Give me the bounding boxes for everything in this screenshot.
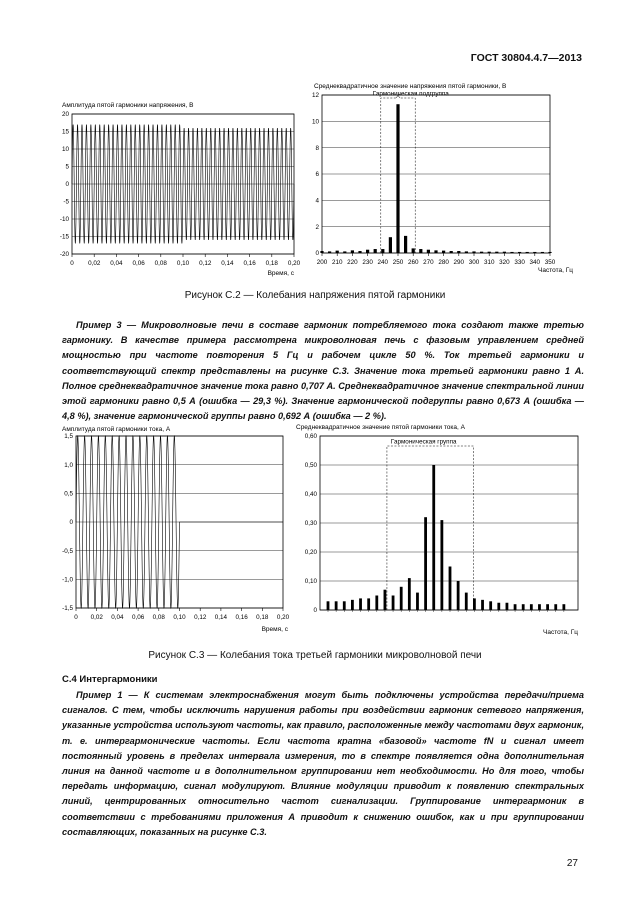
spectrum-bar [400,587,403,610]
spectrum-bar [541,252,544,253]
spectrum-bar [526,252,529,253]
spectrum-bar [389,237,392,253]
y-tick-label: 0 [315,250,319,258]
x-tick-label: 280 [438,259,449,266]
spectrum-bar [404,236,407,253]
spectrum-bar [427,250,430,253]
x-axis-label: Время, с [261,626,288,633]
spectrum-bar [416,593,419,610]
page-number: 27 [566,858,578,869]
spectrum-bar [472,251,475,253]
y-tick-label: 0,10 [304,578,317,586]
y-tick-label: 8 [315,144,319,152]
spectrum-bar [480,252,483,253]
group-label: Гармоническая группа [390,438,457,446]
y-tick-label: 0 [65,181,69,189]
x-tick-label: 0,06 [131,614,145,621]
spectrum-bar [450,251,453,253]
spectrum-bar [481,600,484,610]
spectrum-bar [503,252,506,253]
spectrum-bar [327,601,330,610]
spectrum-bar [328,251,331,253]
spectrum-bar [488,252,491,253]
spectrum-bar [457,251,460,253]
y-tick-label: 0,60 [304,433,317,441]
spectrum-bar [440,520,443,610]
spectrum-bar [358,251,361,253]
x-tick-label: 0,06 [132,260,145,267]
spectrum-bar [449,567,452,611]
x-tick-label: 0,14 [221,260,234,267]
spectrum-bar [381,249,384,253]
y-tick-label: 0 [69,519,73,527]
spectrum-bar [530,604,533,610]
example3-paragraph: Пример 3 — Микроволновые печи в составе гармоник потребляемого тока создают также третью гармонику. В качестве примера рассмотрена микроволновая печь с фазовым управлением средней мощностью при частоте повторения 5 Гц и рабочем цикле 50 %. Ток третьей гармоники и соответствующий спектр представлены на рисунке С.3. Значение тока третьей гармоники равно 1 А. Полное среднеквадратичное значение тока равно 0,707 А. Среднеквадратичное значение спектральной линии этой гармоники равно 0,5 А (ошибка — 29,3 %). Значение гармонической подгруппы равно 0,673 А (ошибка — 4,8 %), значение гармонической группы равно 0,692 А (ошибка — 2 %). [62,320,584,422]
spectrum-bar [419,249,422,253]
x-tick-label: 0,16 [243,260,256,267]
x-tick-label: 270 [423,259,434,266]
x-tick-label: 0,18 [265,260,278,267]
spectrum-bar [351,600,354,610]
spectrum-bar [465,593,468,610]
y-tick-label: 0 [313,607,317,615]
y-tick-label: -1,0 [62,576,73,584]
x-tick-label: 350 [544,259,556,266]
y-tick-label: 20 [61,111,69,119]
x-tick-label: 0,12 [199,260,212,267]
figure-c3-caption: Рисунок С.3 — Колебания тока третьей гармоники микроволновой печи [148,650,482,661]
section-title: С.4 Интергармоники [62,674,158,685]
spectrum-bar [375,596,378,611]
spectrum-bar [457,581,460,610]
section-c4-paragraph: Пример 1 — К системам электроснабжения могут быть подключены устройства передачи/приема сигналов. С тем, чтобы исключить нарушения работы при воздействии гармоник сетевого напряжения, указанные устройства используют частоты, как правило, расположенные между частотами двух гармоник, т. е. интергармонические частоты. Если частота кратна «базовой» частоте fN и сигнал имеет постоянный уровень в пределах интервала измерения, то в спектре появляется одна дополнительная линия на данной частоте и в дополнительном группировании нет необходимости. Но для того, чтобы передать информацию, сигнал модулируют. Влияние модуляции приводит к появлению спектральных линий, центрированных относительно частот сигнализации. Группирование интергармоник в соответствии с требованиями приложения А приводит к снижению ошибок, как и при группировании составляющих, показанных на рисунке С.3. [62,690,584,837]
waveform-line [76,436,283,608]
x-tick-label: 0 [74,614,78,621]
x-tick-label: 300 [468,259,480,266]
voltage-spectrum-chart [300,80,590,280]
x-tick-label: 320 [499,259,510,266]
x-tick-label: 250 [392,259,404,266]
x-axis-label: Время, с [267,270,294,277]
x-tick-label: 310 [483,259,495,266]
x-tick-label: 0,20 [287,260,301,267]
y-tick-label: 10 [61,146,69,154]
chart-title: Амплитуда пятой гармоники напряжения, В [62,102,194,109]
y-tick-label: 5 [65,163,69,171]
spectrum-bar [533,252,536,253]
y-tick-label: 1,5 [64,433,73,441]
spectrum-bar [510,252,513,253]
spectrum-bar [473,598,476,610]
spectrum-bar [384,590,387,610]
spectrum-bar [336,251,339,253]
spectrum-bar [514,604,517,610]
spectrum-bar [424,517,427,610]
x-tick-label: 0,10 [173,614,186,621]
spectrum-bar [392,596,395,611]
x-tick-label: 0,02 [88,260,101,267]
x-tick-label: 0,16 [235,614,248,621]
current-spectrum-chart [290,420,590,638]
x-tick-label: 0,20 [276,614,290,621]
x-tick-label: 340 [529,259,541,266]
x-tick-label: 0,10 [176,260,190,267]
x-tick-label: 0,14 [214,614,228,621]
x-tick-label: 0 [70,260,74,267]
spectrum-bar [518,252,521,253]
x-tick-label: 210 [331,259,343,266]
y-tick-label: -10 [59,216,69,224]
spectrum-bar [497,603,500,610]
chart-title: Амплитуда пятой гармоники тока, А [62,426,171,433]
y-tick-label: -20 [59,251,69,259]
y-tick-label: -1,5 [62,605,73,613]
x-tick-label: 0,12 [194,614,207,621]
voltage-waveform-chart [40,100,305,280]
x-tick-label: 330 [514,259,525,266]
x-tick-label: 0,18 [256,614,269,621]
y-tick-label: 0,20 [304,549,317,557]
x-tick-label: 0,02 [90,614,103,621]
spectrum-bar [546,604,549,610]
y-tick-label: 12 [311,92,319,100]
spectrum-bar [442,251,445,253]
spectrum-bar [374,249,377,253]
group-label: Гармоническая подгруппа [372,90,449,98]
x-tick-label: 290 [453,259,465,266]
y-tick-label: 0,50 [304,462,317,470]
spectrum-bar [396,104,399,253]
spectrum-bar [412,248,415,253]
spectrum-bar [562,604,565,610]
spectrum-bar [359,598,362,610]
y-tick-label: 0,5 [64,490,73,498]
spectrum-bar [335,601,338,610]
spectrum-bar [343,601,346,610]
y-tick-label: 0,30 [304,520,317,528]
x-tick-label: 0,08 [152,614,165,621]
spectrum-bar [538,604,541,610]
x-tick-label: 0,04 [111,614,124,621]
y-tick-label: 10 [311,118,319,126]
spectrum-bar [506,603,509,610]
spectrum-bar [465,251,468,253]
spectrum-bar [432,465,435,610]
y-tick-label: -5 [63,198,69,206]
y-tick-label: 4 [315,197,319,205]
x-tick-label: 0,08 [154,260,167,267]
spectrum-bar [554,604,557,610]
figure-c2-caption: Рисунок С.2 — Колебания напряжения пятой гармоники [184,290,446,301]
spectrum-bar [495,252,498,253]
chart-title: Среднеквадратичное значение пятой гармоники тока, А [296,424,465,431]
x-tick-label: 200 [316,259,328,266]
spectrum-bar [320,251,323,253]
spectrum-bar [351,250,354,253]
x-tick-label: 260 [407,259,419,266]
x-axis-label: Частота, Гц [543,629,578,636]
spectrum-bar [434,250,437,253]
spectrum-bar [522,604,525,610]
y-tick-label: -0,5 [62,547,73,555]
y-tick-label: 6 [315,171,319,179]
spectrum-bar [489,601,492,610]
y-tick-label: -15 [59,233,69,241]
standard-header: ГОСТ 30804.4.7—2013 [470,52,582,64]
x-tick-label: 230 [362,259,373,266]
x-axis-label: Частота, Гц [538,267,573,274]
spectrum-bar [408,578,411,610]
spectrum-bar [548,252,551,253]
y-tick-label: 15 [61,128,69,136]
x-tick-label: 0,04 [110,260,123,267]
waveform-line [72,125,294,244]
y-tick-label: 0,40 [304,491,317,499]
spectrum-bar [343,251,346,253]
chart-title: Среднеквадратичное значение напряжения пятой гармоники, В [314,83,507,90]
x-tick-label: 220 [347,259,358,266]
y-tick-label: 1,0 [64,461,73,469]
x-tick-label: 240 [377,259,389,266]
spectrum-bar [367,598,370,610]
group-bracket [387,446,473,610]
current-waveform-chart [40,425,305,635]
y-tick-label: 2 [315,223,319,231]
spectrum-bar [366,250,369,253]
